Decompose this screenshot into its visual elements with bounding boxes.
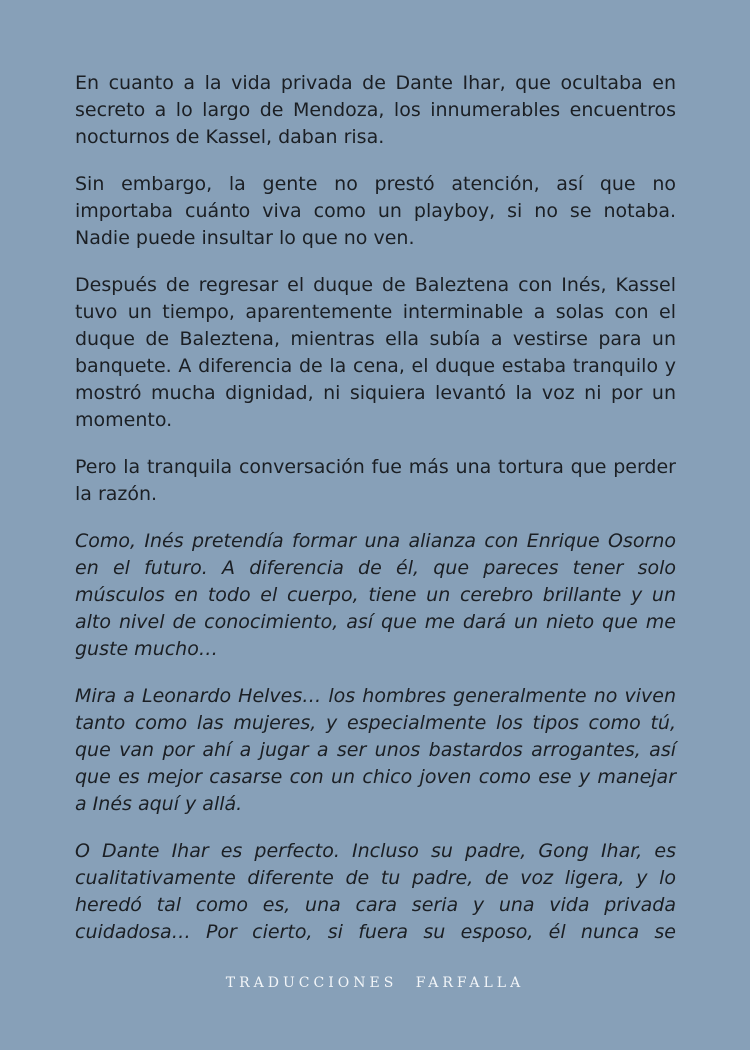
footer-credit: TRADUCCIONES FARFALLA — [225, 975, 525, 991]
paragraph-1: En cuanto a la vida privada de Dante Ihar, que ocultaba en secreto a lo largo de Mendoza, los innumerables encuentros nocturnos de Kassel, daban risa. — [75, 72, 676, 148]
paragraph-4: Pero la tranquila conversación fue más una tortura que perder la razón. — [75, 456, 676, 505]
document-page — [75, 70, 676, 946]
paragraph-6-italic: Mira a Leonardo Helves… los hombres generalmente no viven tanto como las mujeres, y especialmente los tipos como tú, que van por ahí a jugar a ser unos bastardos arrogantes, así que es mejor casarse con un chico joven como ese y manejar a Inés aquí y allá. — [75, 685, 676, 815]
paragraph-5-italic: Como, Inés pretendía formar una alianza con Enrique Osorno en el futuro. A diferencia de él, que pareces tener solo músculos en todo el cuerpo, tiene un cerebro brillante y un alto nivel de conocimiento, así que me dará un nieto que me guste mucho… — [75, 530, 676, 660]
paragraph-3: Después de regresar el duque de Baleztena con Inés, Kassel tuvo un tiempo, aparentemente interminable a solas con el duque de Baleztena, mientras ella subía a vestirse para un banquete. A diferencia de la cena, el duque estaba tranquilo y mostró mucha dignidad, ni siquiera levantó la voz ni por un momento. — [75, 274, 676, 431]
paragraph-7-italic: O Dante Ihar es perfecto. Incluso su padre, Gong Ihar, es cualitativamente diferente de tu padre, de voz ligera, y lo heredó tal como es, una cara seria y una vida privada cuidadosa… Por cierto, si fuera su esposo, él nunca se — [75, 840, 676, 943]
paragraph-2: Sin embargo, la gente no prestó atención, así que no importaba cuánto viva como un playboy, si no se notaba. Nadie puede insultar lo que no ven. — [75, 173, 676, 249]
